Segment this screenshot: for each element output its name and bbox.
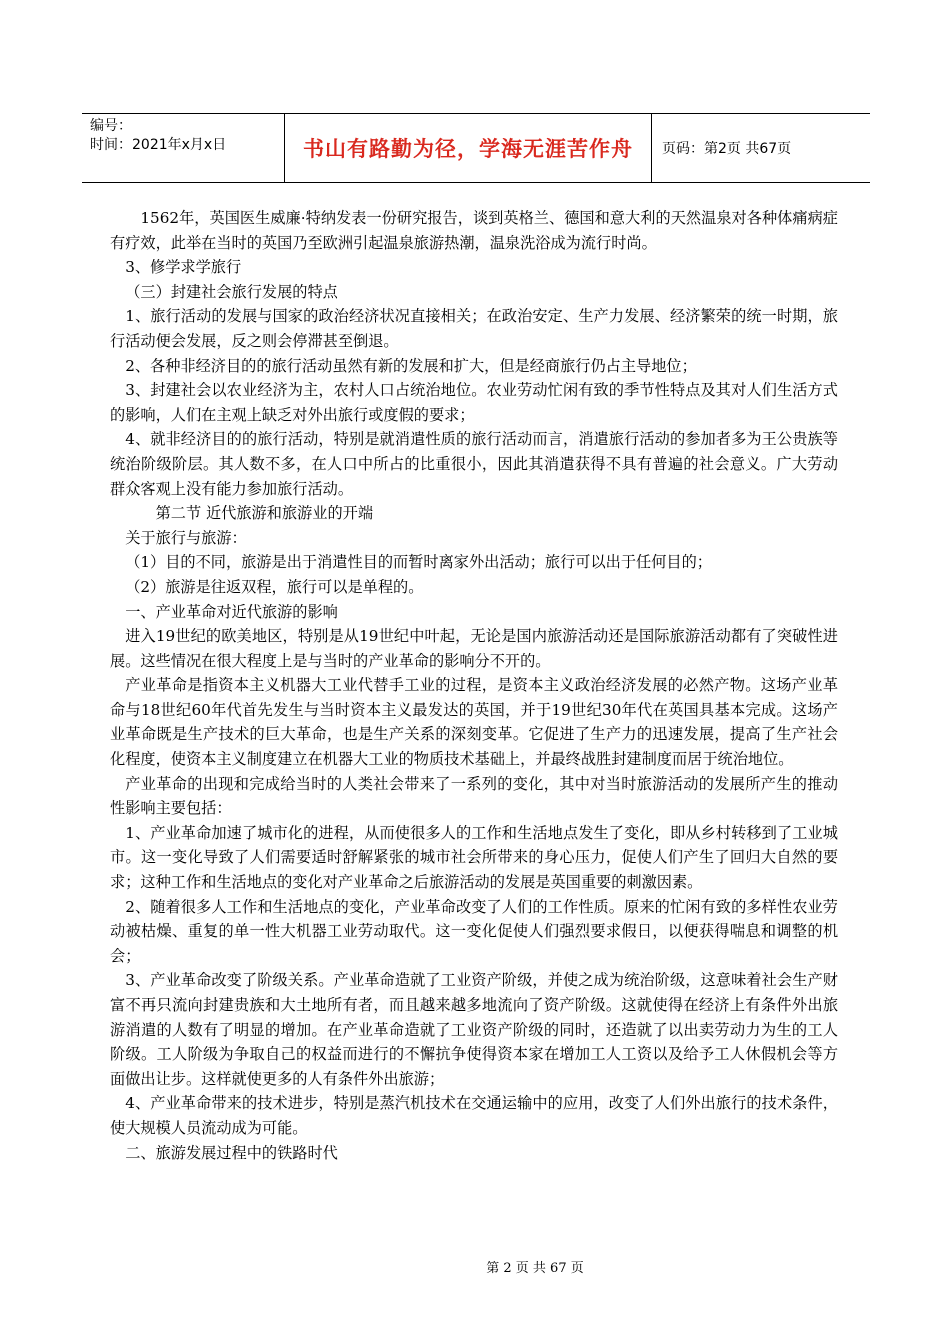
document-body (110, 206, 838, 1165)
paragraph: 2、各种非经济目的的旅行活动虽然有新的发展和扩大，但是经商旅行仍占主导地位； (125, 356, 697, 375)
paragraph: 1、产业革命加速了城市化的进程，从而使很多人的工作和生活地点发生了变化，即从乡村转移到了工业城市。这一变化导致了人们需要适时舒解紧张的城市社会所带来的身心压力，促使人们产生了回归大自然的要求；这种工作和生活地点的变化对产业革命之后旅游活动的发展是英国重要的刺激因素。 (110, 823, 838, 892)
header-motto: 书山有路勤为径，学海无涯苦作舟 (285, 114, 652, 182)
paragraph: 关于旅行与旅游： (125, 528, 247, 547)
paragraph: 产业革命是指资本主义机器大工业代替手工业的过程，是资本主义政治经济发展的必然产物。这场产业革命与18世纪60年代首先发生与当时资本主义最发达的英国，并于19世纪30年代在英国具基本完成。这场产业革命既是生产技术的巨大革命，也是生产关系的深刻变革。它促进了生产力的迅速发展，提高了生产社会化程度，使资本主义制度建立在机器大工业的物质技术基础上，并最终战胜封建制度而居于统治地位。 (110, 676, 838, 769)
header-page-label: 页码：第2页 共67页 (662, 141, 792, 157)
paragraph: 4、产业革命带来的技术进步，特别是蒸汽机技术在交通运输中的应用，改变了人们外出旅行的技术条件，使大规模人员流动成为可能。 (110, 1094, 838, 1137)
page-footer: 第 2 页 共 67 页 (486, 1261, 584, 1276)
paragraph: 1562年，英国医生威廉·特纳发表一份研究报告，谈到英格兰、德国和意大利的天然温泉对各种体痛病症有疗效，此举在当时的英国乃至欧洲引起温泉旅游热潮，温泉洗浴成为流行时尚。 (110, 209, 838, 252)
paragraph: 产业革命的出现和完成给当时的人类社会带来了一系列的变化，其中对当时旅游活动的发展所产生的推动性影响主要包括： (110, 774, 838, 818)
paragraph: 2、随着很多人工作和生活地点的变化，产业革命改变了人们的工作性质。原来的忙闲有致的多样性农业劳动被枯燥、重复的单一性大机器工业劳动取代。这一变化促使人们强烈要求假日，以便获得喘息和调整的机会； (110, 897, 838, 965)
paragraph: 4、就非经济目的的旅行活动，特别是就消遣性质的旅行活动而言，消遣旅行活动的参加者多为王公贵族等统治阶级阶层。其人数不多，在人口中所占的比重很小，因此其消遣获得不具有普遍的社会意义。广大劳动群众客观上没有能力参加旅行活动。 (110, 430, 838, 498)
paragraph: 进入19世纪的欧美地区，特别是从19世纪中叶起，无论是国内旅游活动还是国际旅游活动都有了突破性进展。这些情况在很大程度上是与当时的产业革命的影响分不开的。 (110, 627, 838, 670)
section-heading: 一、产业革命对近代旅游的影响 (125, 602, 338, 621)
header-meta (82, 114, 285, 182)
header-table (82, 113, 870, 183)
paragraph: 3、产业革命改变了阶级关系。产业革命造就了工业资产阶级，并使之成为统治阶级，这意味着社会生产财富不再只流向封建贵族和大土地所有者，而且越来越多地流向了资产阶级。这就使得在经济上有条件外出旅游消遣的人数有了明显的增加。在产业革命造就了工业资产阶级的同时，还造就了以出卖劳动力为生的工人阶级。工人阶级为争取自己的权益而进行的不懈抗争使得资本家在增加工人工资以及给予工人休假机会等方面做出让步。这样就使更多的人有条件外出旅游； (110, 971, 838, 1088)
paragraph: （1）目的不同，旅游是出于消遣性目的而暂时离家外出活动；旅行可以出于任何目的； (125, 553, 712, 572)
paragraph: （2）旅游是往返双程，旅行可以是单程的。 (125, 577, 424, 596)
time-label: 时间：2021年x月x日 (90, 137, 227, 153)
number-label: 编号： (90, 118, 132, 134)
section-heading: （三）封建社会旅行发展的特点 (125, 282, 338, 301)
paragraph: 3、封建社会以农业经济为主，农村人口占统治地位。农业劳动忙闲有致的季节性特点及其对人们生活方式的影响，人们在主观上缺乏对外出旅行或度假的要求； (110, 381, 838, 424)
section-heading: 第二节 近代旅游和旅游业的开端 (155, 504, 374, 523)
paragraph: 1、旅行活动的发展与国家的政治经济状况直接相关；在政治安定、生产力发展、经济繁荣的统一时期，旅行活动便会发展，反之则会停滞甚至倒退。 (110, 307, 838, 350)
section-heading: 二、旅游发展过程中的铁路时代 (125, 1143, 338, 1162)
paragraph: 3、修学求学旅行 (125, 258, 242, 277)
